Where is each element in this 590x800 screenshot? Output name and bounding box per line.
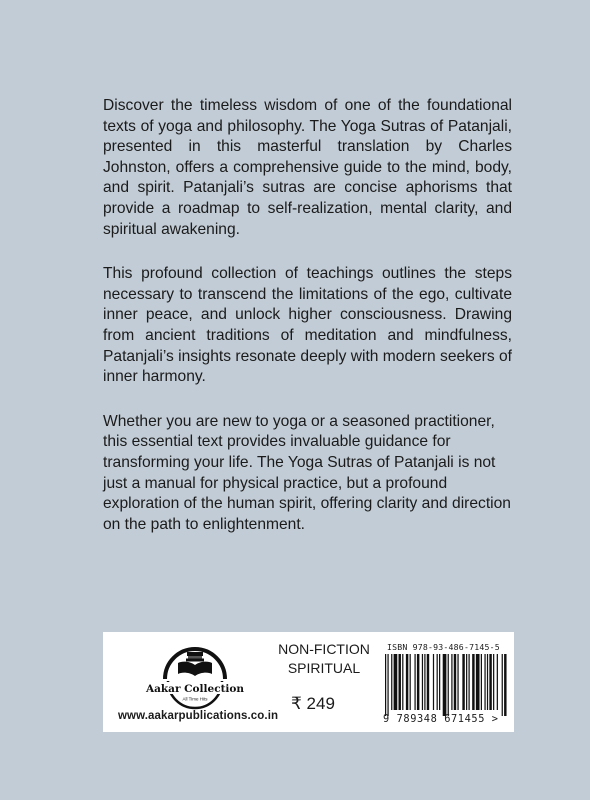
barcode-bar [424,654,425,710]
barcode-bar [497,654,498,710]
barcode-bar [462,654,464,710]
barcode-bar [472,654,474,710]
barcode-bar [406,654,408,710]
blurb-paragraph-1: Discover the timeless wisdom of one of the foundational texts of yoga and philosophy. The Yoga Sutras of Patanjali, presented in this masterful translation by Charles Johnston, offers a comprehensive guide to the mind, body, and spirit. Patanjali’s sutras are concise aphorisms that provide a roadmap to self-realization, mental clarity, and spiritual awakening. [103,97,512,238]
barcode-bar [410,654,411,710]
barcode-bar [414,654,415,710]
barcode-bar [394,654,398,710]
barcode-bar [433,654,434,710]
barcode-bar [466,654,467,710]
publisher-url: www.aakarpublications.co.in [118,710,279,722]
barcode-bar [439,654,440,710]
barcode-bar [422,654,423,710]
back-cover-blurb [103,96,512,559]
barcode-bar [451,654,452,710]
barcode-bar [385,654,386,716]
barcode-number: 9 789348 671455 > [383,713,499,725]
barcode [385,654,509,716]
barcode-bar [481,654,482,710]
category-label [269,640,379,678]
logo-wordmark: Aakar Collection [145,683,245,695]
barcode-bar [399,654,401,710]
barcode-bar [476,654,480,710]
barcode-bar [443,654,447,716]
isbn-label: ISBN 978-93-486-7145-5 [387,642,500,652]
barcode-bar [493,654,494,710]
barcode-bar [402,654,403,710]
barcode-bar [468,654,469,710]
barcode-bar [489,654,491,710]
price: ₹ 249 [291,694,335,713]
publisher-logo [145,639,245,705]
logo-tagline: All Time Hits [182,696,208,702]
category-line-1: NON-FICTION [278,641,370,657]
publisher-info-box [103,632,514,732]
barcode-bar [448,654,449,716]
barcode-bar [504,654,506,716]
barcode-bar [487,654,488,710]
barcode-bar [457,654,458,710]
category-line-2: SPIRITUAL [287,660,361,676]
barcode-bar [437,654,438,710]
barcode-bar [484,654,485,710]
blurb-paragraph-2: This profound collection of teachings outlines the steps necessary to transcend the limitations of the ego, cultivate inner peace, and unlock higher consciousness. Drawing from ancient traditions of meditation and mindfulness, Patanjali’s insights resonate deeply with modern seekers of inner harmony. [103,265,512,386]
barcode-bar [454,654,456,710]
barcode-bar [387,654,388,716]
barcode-bar [427,654,429,710]
book-icon [178,652,212,676]
barcode-bar [391,654,392,710]
barcode-bar [417,654,419,710]
barcode-bar [502,654,503,716]
blurb-paragraph-3: Whether you are new to yoga or a seasoned practitioner, this essential text provides invaluable guidance for transforming your life. The Yoga Sutras of Patanjali is not just a manual for physical practice, but a profound exploration of the human spirit, offering clarity and direction on the path to enlightenment. [103,412,511,533]
